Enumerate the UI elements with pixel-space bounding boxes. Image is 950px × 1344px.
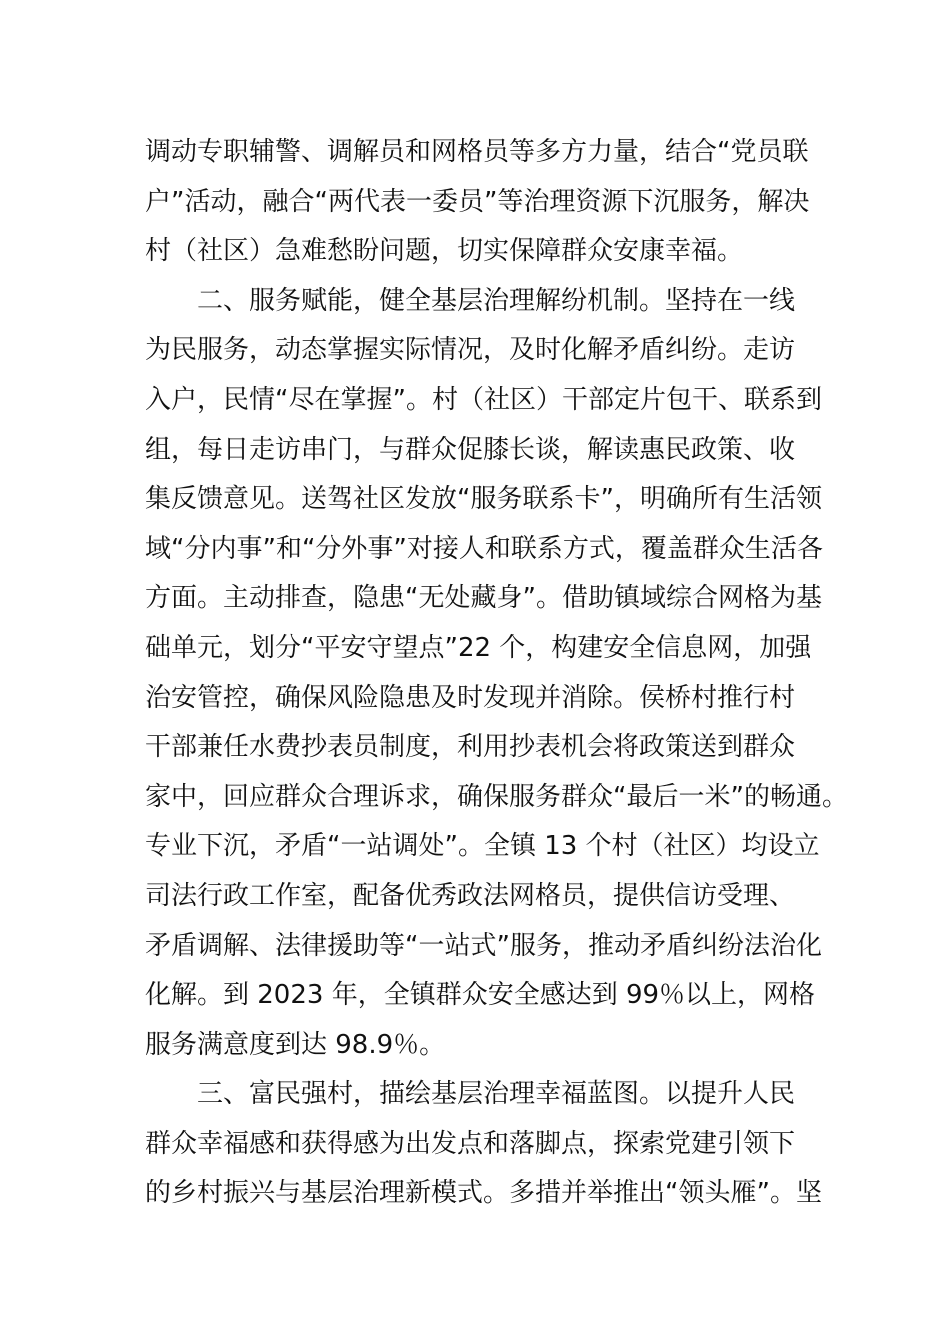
text-line: 干部兼任水费抄表员制度，利用抄表机会将政策送到群众: [145, 732, 796, 763]
text-line: 化解。到 2023 年，全镇群众安全感达到 99％以上，网格: [145, 980, 816, 1011]
text-line: 为民服务，动态掌握实际情况，及时化解矛盾纠纷。走访: [145, 335, 796, 366]
document-body: [145, 128, 848, 1219]
text-line: 集反馈意见。送驾社区发放“服务联系卡”，明确所有生活领: [145, 484, 822, 515]
text-line: 专业下沉，矛盾“一站调处”。全镇 13 个村（社区）均设立: [145, 831, 820, 862]
text-line: 村（社区）急难愁盼问题，切实保障群众安康幸福。: [145, 236, 744, 267]
text-line: 础单元，划分“平安守望点”22 个，构建安全信息网，加强: [145, 632, 812, 663]
text-line: 户”活动，融合“两代表一委员”等治理资源下沉服务，解决: [145, 186, 810, 217]
text-line: 入户，民情“尽在掌握”。村（社区）干部定片包干、联系到: [145, 384, 822, 415]
text-line: 服务满意度到达 98.9％。: [145, 1029, 446, 1060]
text-line: 矛盾调解、法律援助等“一站式”服务，推动矛盾纠纷法治化: [145, 930, 822, 961]
text-line: 三、富民强村，描绘基层治理幸福蓝图。以提升人民: [145, 1079, 796, 1110]
text-line: 治安管控，确保风险隐患及时发现并消除。侯桥村推行村: [145, 682, 796, 713]
text-line: 二、服务赋能，健全基层治理解纷机制。坚持在一线: [145, 285, 796, 316]
text-line: 家中，回应群众合理诉求，确保服务群众“最后一米”的畅通。: [145, 781, 848, 812]
text-line: 群众幸福感和获得感为出发点和落脚点，探索党建引领下: [145, 1128, 796, 1159]
text-line: 组，每日走访串门，与群众促膝长谈，解读惠民政策、收: [145, 434, 796, 465]
text-line: 调动专职辅警、调解员和网格员等多方力量，结合“党员联: [145, 137, 809, 167]
text-line: 方面。主动排查，隐患“无处藏身”。借助镇域综合网格为基: [145, 583, 822, 614]
text-line: 司法行政工作室，配备优秀政法网格员，提供信访受理、: [145, 880, 796, 911]
text-line: 的乡村振兴与基层治理新模式。多措并举推出“领头雁”。坚: [145, 1178, 822, 1209]
text-line: 域“分内事”和“分外事”对接人和联系方式，覆盖群众生活各: [145, 533, 823, 564]
